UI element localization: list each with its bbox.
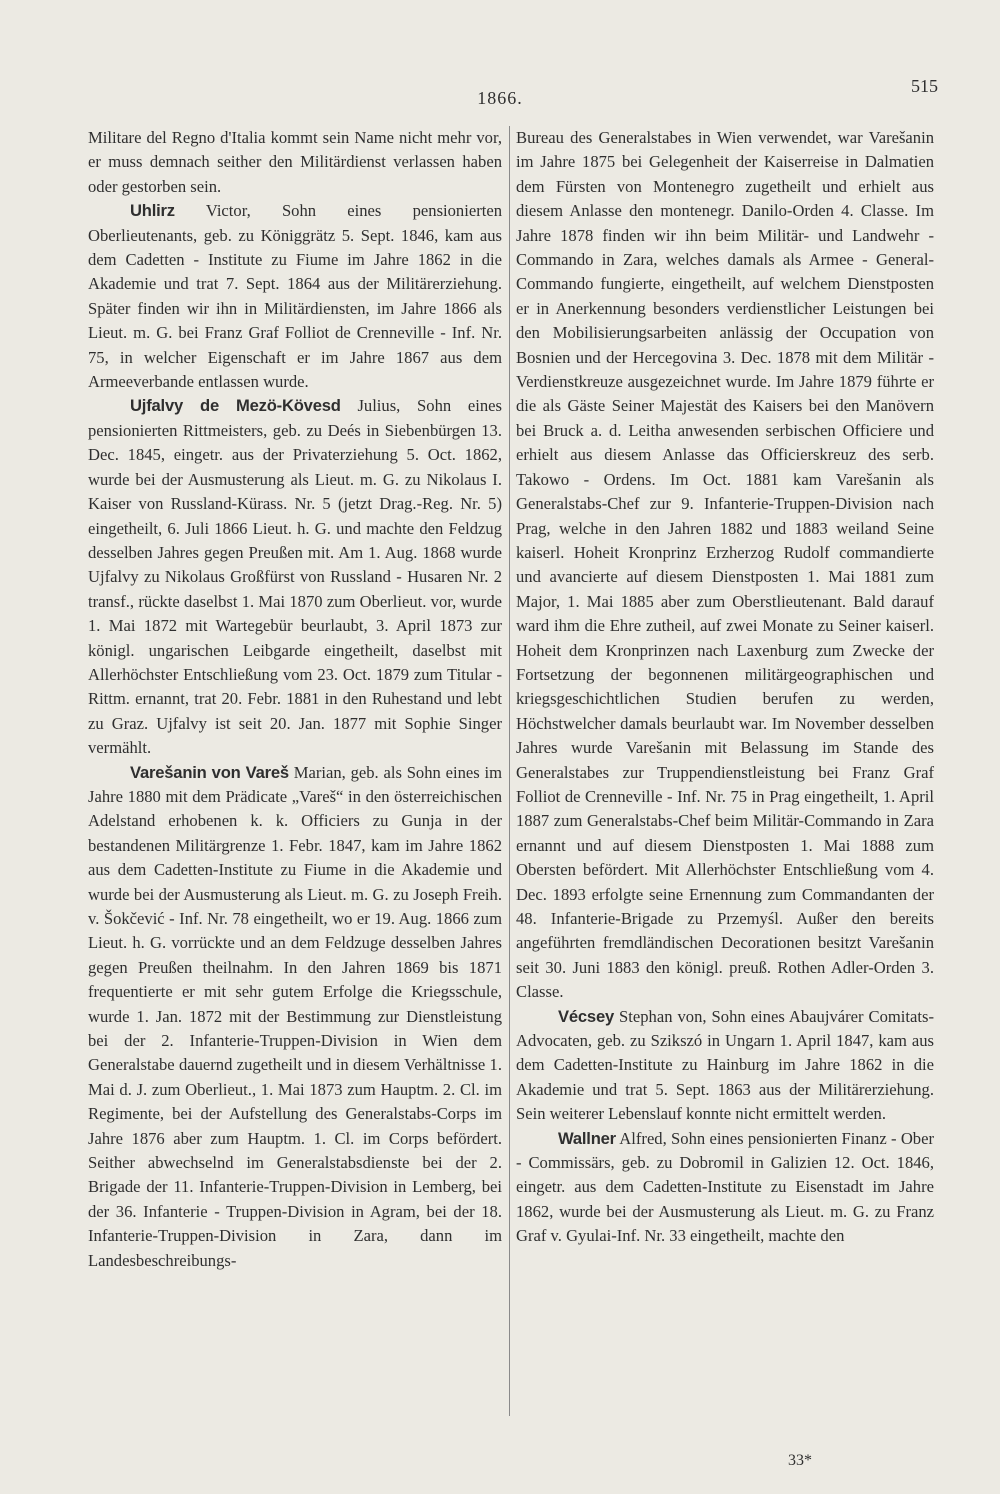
entry-name: Vécsey	[558, 1006, 615, 1026]
paragraph-continuation: Bureau des Generalstabes in Wien verwendet, war Varešanin im Jahre 1875 bei Gelegenheit der Kaiserreise in Dalmatien dem Fürsten von Montenegro zugetheilt und erhielt aus diesem Anlasse den montenegr. Danilo-Orden 4. Classe. Im Jahre 1878 finden wir ihn beim Militär- und Landwehr - Commando in Zara, welches damals als Armee - General-Commando fungierte, eingetheilt, auf welchem Dienstposten er in Anerkennung besonders verdienstlicher Leistungen bei den Mobilisierungsarbeiten anlässig der Occupation von Bosnien und der Hercegovina 3. Dec. 1878 mit dem Militär - Verdienstkreuze ausgezeichnet wurde. Im Jahre 1879 führte er die als Gäste Seiner Majestät des Kaisers bei den Manövern bei Bruck a. d. Leitha anwesenden serbischen Officiere und erhielt aus diesem Anlasse das Officierskreuz des serb. Takowo - Ordens. Im Oct. 1881 kam Varešanin als Generalstabs-Chef zur 9. Infanterie-Truppen-Division nach Prag, welche in den Jahren 1882 und 1883 weiland Seine kaiserl. Hoheit Kronprinz Erzherzog Rudolf commandierte und avancierte auf diesem Dienstposten 1. Mai 1881 zum Major, 1. Mai 1885 aber zum Oberstlieutenant. Bald darauf ward ihm die Ehre zutheil, auf zwei Monate zu Seiner kaiserl. Hoheit dem Kronprinzen nach Laxenburg zum Zwecke der Fortsetzung der begonnenen militärgeographischen und kriegsgeschichtlichen Studien berufen zu werden, Höchstwelcher damals beurlaubt war. Im November desselben Jahres wurde Varešanin mit Belassung im Stande des Generalstabes zur Truppendienstleistung bei Franz Graf Folliot de Crenneville - Inf. Nr. 75 in Prag eingetheilt, 1. April 1887 zum Generalstabs-Chef beim Militär-Commando in Zara ernannt und auf diesem Dienstposten 1. Mai 1888 zum Obersten befördert. Mit Allerhöchster Entschließung vom 4. Dec. 1893 erfolgte seine Ernennung zum Commandanten der 48. Infanterie-Brigade zu Przemyśl. Außer den bereits angeführten fremdländischen Decorationen besitzt Varešanin seit 30. Juni 1883 den königl. preuß. Rothen Adler-Orden 3. Classe.	[516, 128, 934, 1002]
entry-name: Varešanin von Vareš	[130, 762, 289, 782]
right-column	[516, 126, 934, 1249]
entry-text: Alfred, Sohn eines pensionierten Finanz - Ober - Commissärs, geb. zu Dobromil in Galizien 12. Oct. 1846, eingetr. aus dem Cadetten-Institute zu Eisenstadt im Jahre 1862, wurde bei der Ausmusterung als Lieut. m. G. zu Franz Graf v. Gyulai-Inf. Nr. 33 eingetheilt, machte den	[516, 1128, 934, 1246]
running-head-year: 1866.	[477, 88, 523, 108]
entry-name: Uhlirz	[130, 201, 175, 221]
entry-text: Marian, geb. als Sohn eines im Jahre 1880 mit dem Prädicate „Vareš“ in den österreichischen Adelstand erhobenen k. k. Officiers zu Gunja in der bestandenen Militärgrenze 1. Febr. 1847, kam im Jahre 1862 aus dem Cadetten-Institute zu Fiume in die Akademie und wurde bei der Ausmusterung als Lieut. m. G. zu Joseph Freih. v. Šokčević - Inf. Nr. 78 eingetheilt, wo er 19. Aug. 1866 zum Lieut. h. G. vorrückte und an dem Feldzuge desselben Jahres gegen Preußen theilnahm. In den Jahren 1869 bis 1871 frequentierte er mit sehr gutem Erfolge die Kriegsschule, wurde 1. Jan. 1872 mit der Bestimmung zur Dienstleistung bei der 2. Infanterie-Truppen-Division in Wien dem Generalstabe dauernd zugetheilt und in diesem Verhältnisse 1. Mai d. J. zum Oberlieut., 1. Mai 1873 zum Hauptm. 2. Cl. im Regimente, bei der Aufstellung des Generalstabs-Corps im Jahre 1876 aber zum Hauptm. 1. Cl. im Corps befördert. Seither abwechselnd im Generalstabsdienste bei der 2. Brigade der 11. Infanterie-Truppen-Division in Lemberg, bei der 36. Infanterie - Truppen-Division in Agram, bei der 18. Infanterie-Truppen-Division in Zara, dann im Landesbeschreibungs-	[88, 762, 503, 1270]
column-divider	[509, 126, 510, 1416]
entry-ujfalvy	[88, 394, 502, 760]
entry-name: Wallner	[558, 1128, 616, 1148]
entry-text: Julius, Sohn eines pensionierten Rittmeisters, geb. zu Deés in Siebenbürgen 13. Dec. 1845, eingetr. aus der Privaterziehung 5. Oct. 1862, wurde bei der Ausmusterung als Lieut. m. G. zu Nikolaus I. Kaiser von Russland-Kürass. Nr. 5 (jetzt Drag.-Reg. Nr. 5) eingetheilt, 6. Juli 1866 Lieut. h. G. und machte den Feldzug desselben Jahres gegen Preußen mit. Am 1. Aug. 1868 wurde Ujfalvy zu Nikolaus Großfürst von Russland - Husaren Nr. 2 transf., rückte daselbst 1. Mai 1870 zum Oberlieut. vor, wurde 1. Mai 1872 mit Wartegebür beurlaubt, 3. April 1873 zur königl. ungarischen Leibgarde eingetheilt, daselbst mit Allerhöchster Entschließung vom 23. Oct. 1879 zum Titular - Rittm. ernannt, trat 20. Febr. 1881 in den Ruhestand und lebt zu Graz. Ujfalvy ist seit 20. Jan. 1877 mit Sophie Singer vermählt.	[88, 396, 502, 758]
entry-text: Victor, Sohn eines pensionierten Oberlieutenants, geb. zu Königgrätz 5. Sept. 1846, kam aus dem Cadetten - Institute zu Fiume im Jahre 1862 in die Akademie und trat 7. Sept. 1864 aus der Militärerziehung. Später finden wir ihn in Militärdiensten, im Jahre 1866 als Lieut. m. G. bei Franz Graf Folliot de Crenneville - Inf. Nr. 75, in welcher Eigenschaft er im Jahre 1867 aus dem Armeeverbande entlassen wurde.	[88, 201, 502, 392]
page-number: 515	[911, 76, 938, 96]
entry-uhlirz	[88, 199, 502, 394]
entry-vecsey	[516, 1005, 934, 1127]
entry-name: Ujfalvy de Mezö-Kövesd	[130, 396, 341, 416]
entry-wallner	[516, 1127, 934, 1249]
paragraph-continuation: Militare del Regno d'Italia kommt sein Name nicht mehr vor, er muss demnach seither den Militärdienst verlassen haben oder gestorben sein.	[88, 128, 502, 196]
entry-text: Stephan von, Sohn eines Abaujvárer Comitats-Advocaten, geb. zu Szikszó in Ungarn 1. April 1847, kam aus dem Cadetten-Institute zu Hainburg im Jahre 1862 in die Akademie und trat 5. Sept. 1863 aus der Militärerziehung. Sein weiterer Lebenslauf konnte nicht ermittelt werden.	[516, 1006, 934, 1124]
entry-varesanin	[88, 761, 502, 1274]
signature-mark: 33*	[788, 1452, 812, 1469]
left-column	[88, 126, 502, 1273]
